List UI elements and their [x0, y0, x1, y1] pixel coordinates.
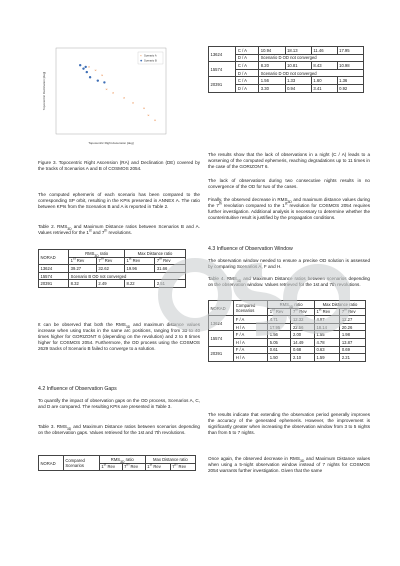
table-subheader: 1st Rev	[124, 257, 154, 265]
scenario-a-point: ×	[105, 86, 108, 92]
scenario-b-point	[97, 79, 99, 81]
scenario-b-point	[82, 67, 84, 69]
table-subheader: 7th Rev	[340, 308, 366, 316]
table-subheader: 7th Rev	[291, 308, 314, 316]
table-header: $RMS_{3D}$ ratio	[99, 456, 145, 464]
table-row: 20391 F / A 0.61 0.68 0.63 0.69	[209, 346, 366, 354]
table-subheader: 1st Rev	[99, 463, 122, 471]
scenario-a-point: ×	[87, 64, 91, 70]
table-header: NORAD	[209, 301, 234, 316]
table-row: 15574 Scenario B OD not converged	[39, 272, 186, 280]
legend-scenario-a: Scenario A	[144, 54, 157, 58]
x-axis-label: Topocentric Right Ascension [deg]	[88, 141, 134, 145]
section-heading: 4.3 Influence of Observation Window	[208, 246, 293, 252]
table-row: 13624 F / A 4.71 12.32 4.97 12.27	[209, 316, 366, 324]
table-row: 15574 F / A 1.56 2.00 1.55 1.98	[209, 331, 366, 339]
table-row: H / A 5.05 14.49 4.78 13.87	[209, 338, 366, 346]
table-row: D / A 3.30 0.94 3.41 0.92	[209, 84, 364, 92]
table-subheader: 7th Rev	[155, 257, 186, 265]
paragraph: The computed ephemeris of each scenario has been compared to the corresponding SP orbit, resulting in the KPIs presented in ANNEX A. The ratio between KPIs from the Scenarios B and A is reported in Table 2.	[38, 192, 200, 210]
table3-caption: Table 3. $RMS_{3D}$ and Maximum Distance ratios between scenarios depending on the observation gaps. Values retrieved for the 1st and 7th revolutions.	[38, 424, 200, 436]
paragraph: The observation window needed to ensure a precise OD solution is assessed by comparing Scenarios A, F and H.	[208, 258, 370, 270]
paragraph: The lack of observations during two consecutive nights results in no convergence of the OD for two of the cases.	[208, 178, 370, 190]
table-header: Max Distance ratio	[314, 301, 365, 309]
table-row: 20391 C / A 1.56 1.33 1.60 1.36	[209, 77, 364, 85]
table-header: NORAD	[39, 250, 69, 265]
paragraph: The results indicate that extending the observation period generally improves the accuracy of the generated ephemeris. However, the improvement is significantly greater when increasing the observation window from 3 to 5 nights than from 5 to 7 nights.	[208, 412, 370, 436]
scenario-a-point: ×	[153, 117, 157, 123]
table2-caption: Table 2. $RMS_{3D}$ and Maximum Distance ratios between Scenarios B and A. Values retrieved for the 1st and 7th revolutions.	[38, 224, 200, 236]
table-row: 13624 39.27 32.62 19.96 31.66	[39, 265, 186, 273]
legend-marker-a: ×	[140, 53, 142, 58]
table-row: 13624 C / A 10.94 18.13 11.46 17.95	[209, 47, 364, 55]
table-header: $RMS_{3D}$ ratio	[268, 301, 315, 309]
scenario-a-point: ×	[131, 100, 135, 106]
table-row: H / A 17.95 22.56 18.14 20.26	[209, 323, 366, 331]
table-2	[38, 249, 186, 288]
table-3-continued	[208, 46, 364, 93]
table-header: Compared Scenarios	[63, 456, 99, 471]
scenario-a-point: ×	[112, 89, 115, 95]
paragraph: Once again, the observed decrease in $RMS_{3D}$ and Maximum Distance values when using a 5-night observation window instead of 7 nights for COSMOS 2054 warrants further investigation. Given that the same	[208, 456, 371, 474]
table-row: H / A 1.50 2.10 1.59 2.21	[209, 354, 366, 362]
scatter-plot	[40, 44, 172, 148]
scenario-a-point: ×	[101, 72, 104, 78]
table-subheader: 1st Rev	[145, 463, 170, 471]
table-subheader: 7th Rev	[170, 463, 195, 471]
paragraph: It can be observed that both the $RMS_{3D}$ and maximum distance values increase when using tracks in the same arc positions, ranging from 33 to 40 times higher for GORIZONT 6 (depending on the revolution) and 2 to 8 times higher for COSMOS 2054. Furthermore, the OD process using the COSMOS 2629 tracks of Scenario B failed to converge to a solution.	[38, 322, 200, 352]
table-subheader: 1st Rev	[69, 257, 97, 265]
table-row: 15574 C / A 8.20 10.81 8.43 10.98	[209, 62, 364, 70]
scenario-a-point: ×	[94, 67, 97, 73]
scatter-figure	[40, 44, 172, 148]
table-3	[38, 455, 196, 471]
paragraph: Finally, the observed decrease in $RMS_{3D}$ and maximum distance values during the 7th revolution compared to the 1st revolution for COSMOS 2054 requires further investigation. Additional analysis is necessary to determine whether the counterintuitive result is justified by the propagation conditions.	[208, 197, 370, 221]
figure-caption: Figure 3. Topocentric Right Ascension (RA) and Declination (DE) covered by the tracks of Scenarios A and B of COSMOS 2054.	[38, 160, 200, 172]
table-header: NORAD	[39, 456, 64, 471]
legend-scenario-b: Scenario B	[144, 59, 157, 63]
table-subheader: 1st Rev	[314, 308, 339, 316]
table-row: D / A Scenario D OD not converged	[209, 69, 364, 77]
table-header: Max Distance ratio	[145, 456, 195, 464]
section-heading: 4.2 Influence of Observation Gaps	[38, 386, 117, 392]
table-subheader: 7th Rev	[96, 257, 124, 265]
scenario-b-point	[89, 76, 91, 78]
table-4	[208, 300, 366, 362]
table-header: Compared Scenarios	[234, 301, 268, 316]
table-row: D / A Scenario D OD not converged	[209, 54, 364, 62]
table-row: 20391 8.32 2.49 8.22 2.51	[39, 280, 186, 288]
y-axis-label: Topocentric Declination [deg]	[42, 71, 46, 111]
scenario-b-point	[85, 66, 87, 68]
scenario-b-point	[103, 81, 105, 83]
scenario-a-point: ×	[123, 95, 126, 101]
table-subheader: 1st Rev	[268, 308, 291, 316]
scenario-b-point	[86, 71, 88, 73]
table4-caption: Table 4. $RMS_{3D}$ and Maximum Distance ratios between scenarios depending on the observation window. Values retrieved for the 1st and 7th revolutions.	[208, 276, 370, 288]
paragraph: To quantify the impact of observation gaps on the OD process, Scenarios A, C, and D are compared. The resulting KPIs are presented in Table 3.	[38, 398, 200, 410]
scenario-b-point	[79, 64, 81, 66]
legend-marker-b	[140, 60, 142, 62]
table-header: Max Distance ratio	[124, 250, 185, 258]
scenario-a-point: ×	[147, 112, 150, 118]
table-header: $RMS_{3D}$ ratio	[69, 250, 125, 258]
scenario-a-point: ×	[142, 105, 146, 111]
paragraph: The results show that the lack of observations in a night (C / A) leads to a worsening of the computed ephemeris, reaching degradations up to 11 times in the case of the GORIZONT 6.	[208, 152, 370, 170]
legend	[138, 52, 163, 64]
table-subheader: 7th Rev	[122, 463, 145, 471]
